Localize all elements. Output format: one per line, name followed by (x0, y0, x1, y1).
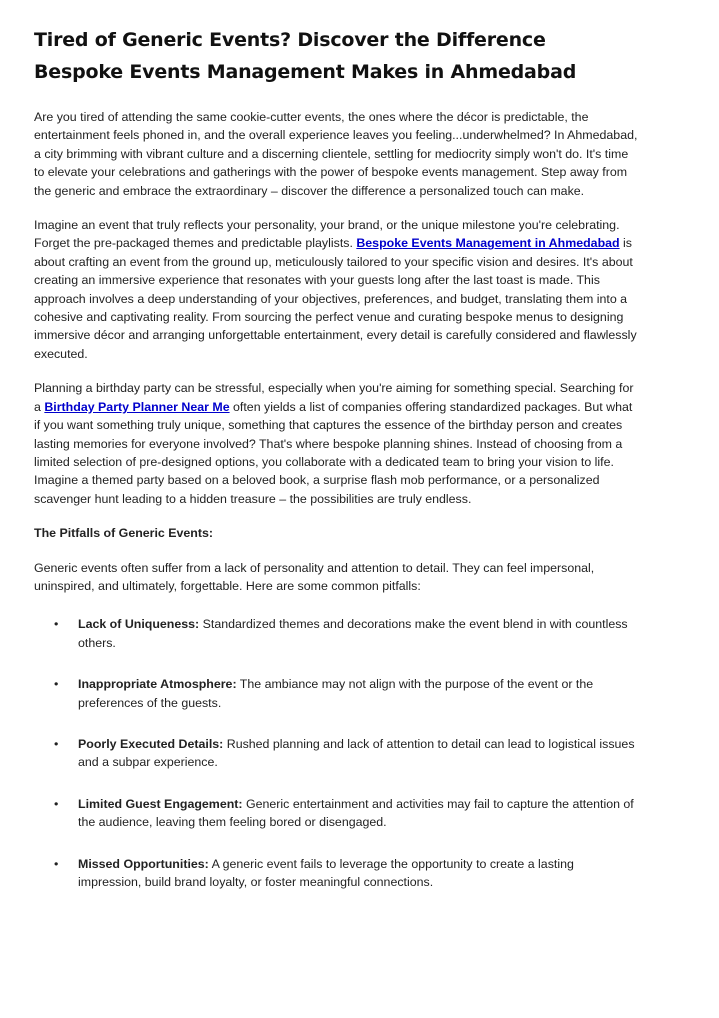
pitfall-term: Lack of Uniqueness: (78, 617, 200, 632)
pitfall-description: Generic entertainment and activities may fail to capture the attention of the audience, leaving them feeling bored or disengaged. (78, 796, 634, 830)
pitfall-term: Inappropriate Atmosphere: (78, 677, 237, 692)
pitfall-description: Rushed planning and lack of attention to detail can lead to logistical issues and a subpar experience. (78, 736, 635, 770)
bullet-icon: • (54, 856, 59, 871)
paragraph-text: Imagine an event that truly reflects your personality, your brand, or the unique milestone you're celebrating. Forget the pre-packaged themes and predictable playlists. (34, 218, 620, 251)
list-item (34, 615, 640, 652)
pitfalls-intro: Generic events often suffer from a lack of personality and attention to detail. They can feel impersonal, uninspired, and ultimately, forgettable. Here are some common pitfalls: (34, 560, 595, 593)
bullet-icon: • (54, 796, 59, 811)
bullet-icon: • (54, 736, 59, 751)
pitfall-term: Limited Guest Engagement: (78, 796, 243, 811)
bullet-icon: • (54, 617, 59, 632)
list-item (34, 855, 640, 892)
paragraph-text: Planning a birthday party can be stressful, especially when you're aiming for something special. Searching for a (34, 381, 634, 414)
pitfall-term: Poorly Executed Details: (78, 736, 224, 751)
intro-paragraph: Are you tired of attending the same cookie-cutter events, the ones where the décor is predictable, the entertainment feels phoned in, and the overall experience leaves you feeling...underwhelmed? In Ahmedabad, a city brimming with vibrant culture and a discerning clientele, settling for mediocrity simply won't do. It's time to elevate your celebrations and gatherings with the power of bespoke events management. Step away from the generic and embrace the extraordinary – discover the difference a personalized touch can make. (34, 110, 638, 198)
birthday-party-planner-link[interactable]: Birthday Party Planner Near Me (44, 399, 230, 414)
pitfall-description: Standardized themes and decorations make the event blend in with countless others. (78, 617, 628, 650)
list-item (34, 675, 640, 712)
pitfall-description: The ambiance may not align with the purpose of the event or the preferences of the guests. (78, 677, 594, 710)
bullet-icon: • (54, 677, 59, 692)
bespoke-events-management-link[interactable]: Bespoke Events Management in Ahmedabad (356, 236, 620, 251)
pitfall-term: Missed Opportunities: (78, 856, 209, 871)
pitfalls-list (34, 615, 640, 891)
pitfall-description: A generic event fails to leverage the opportunity to create a lasting impression, build brand loyalty, or foster meaningful connections. (78, 856, 574, 889)
bespoke-management-paragraph (34, 216, 640, 363)
page-title: Tired of Generic Events? Discover the Difference Bespoke Events Management Makes in Ahmedabad (34, 29, 577, 83)
birthday-planning-paragraph (34, 379, 640, 508)
pitfalls-heading: The Pitfalls of Generic Events: (34, 526, 214, 541)
paragraph-text: often yields a list of companies offering standardized packages. But what if you want something truly unique, something that captures the essence of the birthday person and creates lasting memories for everyone involved? That's where bespoke planning shines. Instead of choosing from a limited selection of pre-designed options, you collaborate with a dedicated team to bring your vision to life. Imagine a themed party based on a beloved book, a surprise flash mob performance, or a personalized scavenger hunt leading to a hidden treasure – the possibilities are truly endless. (34, 399, 633, 506)
list-item (34, 735, 640, 772)
paragraph-text: is about crafting an event from the ground up, meticulously tailored to your specific vision and desires. It's about creating an immersive experience that resonates with your guests long after the last toast is made. This approach involves a deep understanding of your objectives, preferences, and budget, translating them into a cohesive and captivating reality. From sourcing the perfect venue and curating bespoke menus to designing immersive décor and arranging unforgettable entertainment, every detail is carefully considered and flawlessly executed. (34, 236, 637, 361)
list-item (34, 795, 640, 832)
document-page (34, 24, 640, 914)
